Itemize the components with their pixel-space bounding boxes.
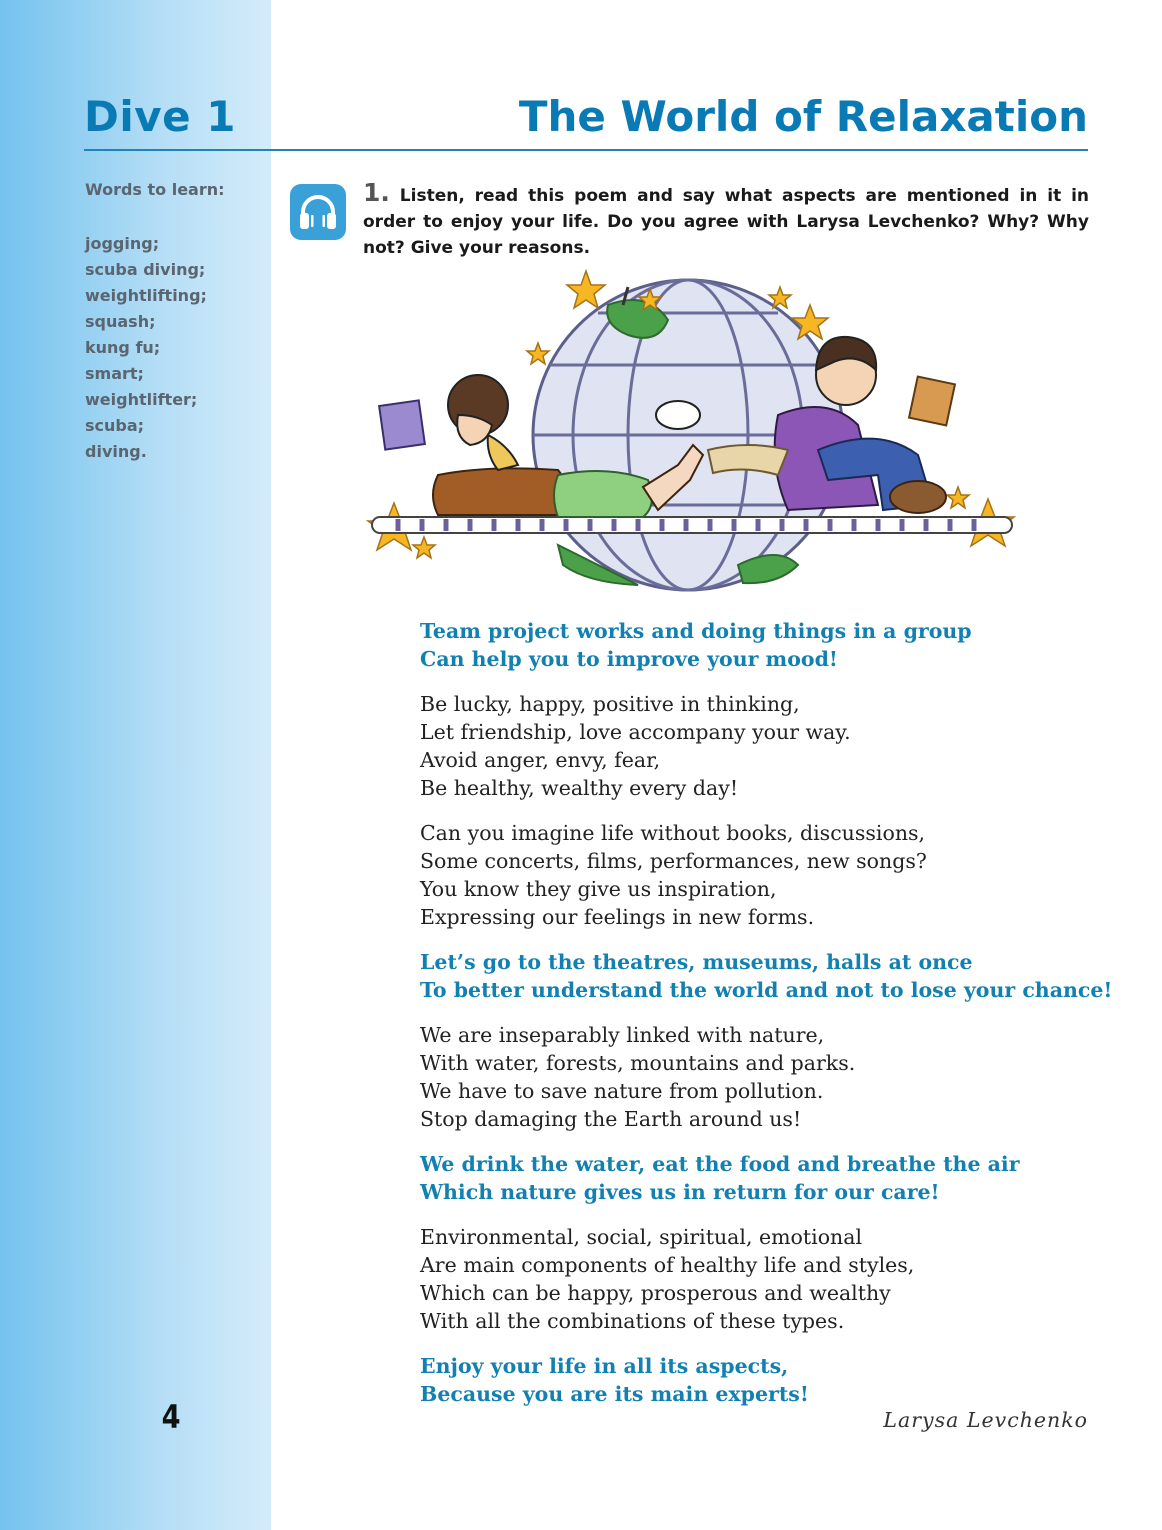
poem-stanza: [420, 819, 1100, 931]
vocabulary-item: scuba;: [85, 416, 145, 435]
poem-line: Some concerts, films, performances, new songs?: [420, 849, 927, 873]
poem-line: To better understand the world and not to lose your chance!: [420, 978, 1113, 1002]
poem-line: We have to save nature from pollution.: [420, 1079, 824, 1103]
poem-line: Stop damaging the Earth around us!: [420, 1107, 802, 1131]
poem-stanza-chorus: [420, 1352, 1100, 1408]
vocabulary-item: scuba diving;: [85, 260, 206, 279]
task-text: Listen, read this poem and say what aspects are mentioned in it in order to enjoy your life. Do you agree with Larysa Levchenko? Why? Why not? Give your reasons.: [363, 186, 1090, 258]
vocabulary-list: [85, 231, 207, 465]
vocabulary-item: squash;: [85, 312, 156, 331]
poem-line: Because you are its main experts!: [420, 1382, 809, 1406]
poem-line: With all the combinations of these types.: [420, 1309, 845, 1333]
poem-stanza-chorus: [420, 617, 1100, 673]
task-number: 1.: [363, 178, 390, 207]
poem: [420, 617, 1113, 1425]
poem-stanza: [420, 690, 1100, 802]
poem-line: Which can be happy, prosperous and wealthy: [420, 1281, 891, 1305]
task-instruction: [363, 180, 1089, 261]
poem-line: Let’s go to the theatres, museums, halls at once: [420, 950, 973, 974]
poem-line: We drink the water, eat the food and breathe the air: [420, 1152, 1020, 1176]
vocabulary-item: weightlifter;: [85, 390, 198, 409]
poem-line: Environmental, social, spiritual, emotional: [420, 1225, 863, 1249]
vocabulary-item: kung fu;: [85, 338, 161, 357]
poem-stanza: [420, 1223, 1100, 1335]
poem-author: Larysa Levchenko: [883, 1408, 1088, 1432]
poem-line: Can help you to improve your mood!: [420, 647, 838, 671]
unit-label: Dive 1: [84, 92, 236, 141]
poem-line: Can you imagine life without books, discussions,: [420, 821, 926, 845]
vocabulary-item: weightlifting;: [85, 286, 207, 305]
words-to-learn-heading: Words to learn:: [85, 180, 225, 199]
poem-line: Team project works and doing things in a group: [420, 619, 972, 643]
poem-line: With water, forests, mountains and parks.: [420, 1051, 856, 1075]
vocabulary-item: smart;: [85, 364, 144, 383]
poem-line: Which nature gives us in return for our care!: [420, 1180, 940, 1204]
kids-reading-on-globe-illustration: [358, 265, 1018, 595]
sidebar-panel: [0, 0, 271, 1530]
poem-stanza-chorus: [420, 1150, 1100, 1206]
title-divider: [84, 149, 1088, 151]
vocabulary-item: jogging;: [85, 234, 160, 253]
poem-line: You know they give us inspiration,: [420, 877, 777, 901]
page-title: The World of Relaxation: [518, 92, 1088, 141]
headphones-icon[interactable]: [290, 184, 346, 240]
poem-line: Enjoy your life in all its aspects,: [420, 1354, 789, 1378]
poem-line: Be healthy, wealthy every day!: [420, 776, 739, 800]
poem-line: Expressing our feelings in new forms.: [420, 905, 815, 929]
vocabulary-item: diving.: [85, 442, 147, 461]
poem-stanza: [420, 1021, 1100, 1133]
poem-line: Be lucky, happy, positive in thinking,: [420, 692, 800, 716]
poem-line: Are main components of healthy life and styles,: [420, 1253, 915, 1277]
page-number: 4: [161, 1398, 181, 1436]
poem-line: We are inseparably linked with nature,: [420, 1023, 825, 1047]
poem-line: Avoid anger, envy, fear,: [420, 748, 661, 772]
poem-stanza-chorus: [420, 948, 1113, 1004]
poem-line: Let friendship, love accompany your way.: [420, 720, 851, 744]
